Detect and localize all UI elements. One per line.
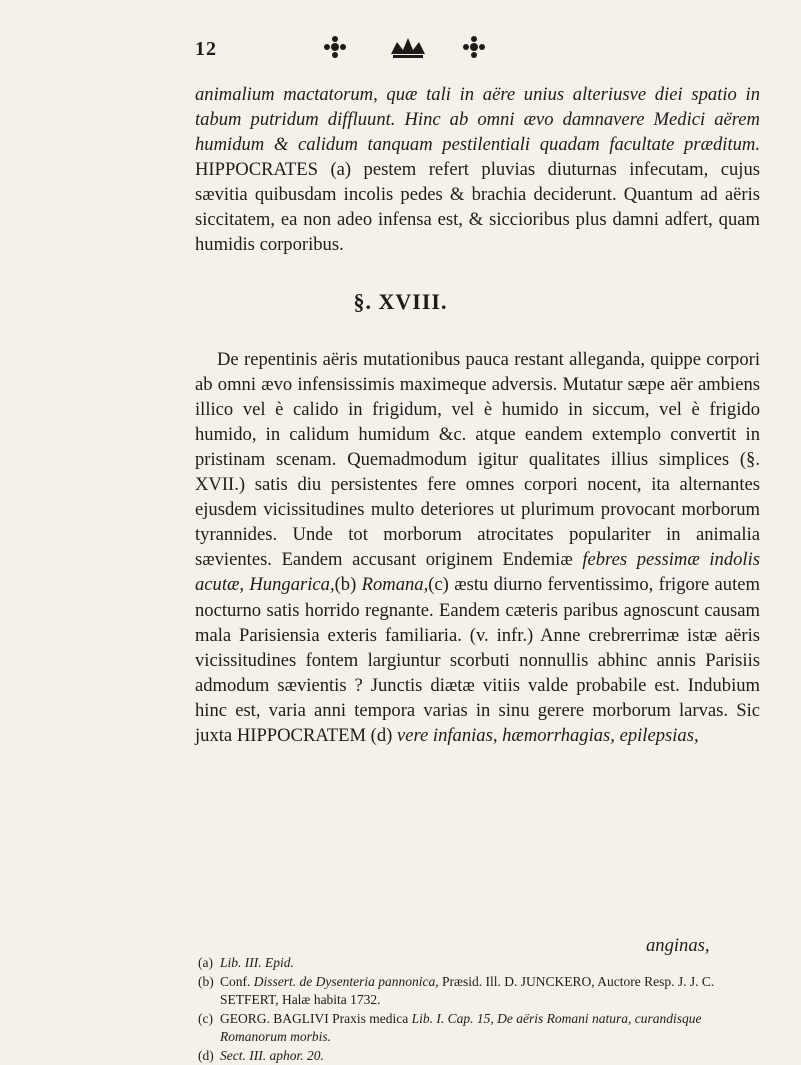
footnote-mark: (a)	[198, 954, 220, 973]
footnote-text: Conf.	[220, 974, 254, 989]
footnote-italic: Lib. III. Epid.	[220, 955, 294, 970]
footnote-text: GEORG. BAGLIVI Praxis medica	[220, 1011, 412, 1026]
footnote-mark: (b)	[198, 973, 220, 992]
paragraph-2-text-cont: æstu diurno ferventissimo, frigore autem nocturno satis horrido regnante. Eandem cæteris paribus agnoscunt causam mala Parisiensia exteris familiaria. (v. infr.) Anne crebrerrimæ istæ aëris vicissitudines fontem largiuntur scorbuti nonnullis abhinc annis Parisiis admodum sævientis ? Junctis diætæ vitiis valde probabile est. Indubium hinc est, varia anni tempora varias in sinu gerere morborum larvas. Sic juxta HIPPOCRATEM	[195, 574, 760, 746]
page-number: 12	[195, 38, 217, 61]
footnote	[198, 973, 758, 1010]
paragraph-2-italic-fevers: febres pessimæ indolis acutæ, Hungarica,	[195, 549, 760, 595]
fleuron-icon	[322, 36, 348, 58]
footnote-ref-c: (c)	[428, 574, 449, 595]
section-heading: §. XVIII.	[0, 289, 801, 315]
footnote	[198, 954, 758, 973]
paragraph-1-italic-text: animalium mactatorum, quæ tali in aëre unius alteriusve diei spatio in tabum putridum diffluunt. Hinc ab omni ævo damnavere Medici aërem humidum & calidum tanquam pestilentiali quadam facultate præditum.	[195, 84, 760, 155]
footnote-mark: (c)	[198, 1010, 220, 1029]
footnote-ref-d: (d)	[371, 725, 393, 746]
paragraph-2-italic-romana: Romana,	[356, 574, 428, 595]
footnote	[198, 1010, 758, 1047]
footnote-italic: Lib. I. Cap. 15, De aëris Romani natura, curandisque Romanorum morbis.	[220, 1011, 701, 1045]
footnote	[198, 1047, 758, 1065]
page-header	[195, 36, 755, 76]
paragraph-2	[195, 328, 760, 767]
paragraph-2-italic-diseases: vere infanias, hæmorrhagias, epilepsias,	[392, 725, 698, 746]
footnote-mark: (d)	[198, 1047, 220, 1065]
footnote-ref-b: (b)	[335, 574, 357, 595]
paragraph-1-text: pestem refert pluvias diuturnas infecutam, cujus sævitia quibusdam incolis pedes & brachia deciderunt. Quantum ad aëris siccitatem, ea non adeo infensa est, & siccioribus plus damni adfert, quam humidis corporibus.	[195, 159, 760, 255]
crown-ornament-icon	[387, 36, 429, 60]
paragraph-2-text: De repentinis aëris mutationibus pauca restant alleganda, quippe corpori ab omni ævo infensissimis maximeque adversis. Mutatur sæpe aër ambiens illico vel è calido in frigidum, vel è humido in siccum, vel è frigido humido, in calidum humidum &c. atque eandem extemplo convertit in pristinam scenam. Quemadmodum igitur qualitates illius simplices (§. XVII.) satis diu persistentes fere omnes corpori nocent, ita alternantes ejusdem vicissitudines multo deteriores ut plurimum provocant morborum tyrannides. Unde tot morborum atrocitates populariter in animalia sævientes. Eandem accusant originem Endemiæ	[195, 349, 760, 571]
footnote-text-cont: , Præsid. Ill. D. JUNCKERO, Auctore Resp. J. J. C. SETFERT, Halæ habita 1732.	[220, 974, 714, 1008]
footnote-italic: Sect. III. aphor. 20.	[220, 1048, 324, 1063]
footnotes	[198, 954, 758, 1065]
catchword: anginas,	[646, 935, 710, 957]
author-name: HIPPOCRATES	[195, 159, 330, 180]
footnote-ref-a: (a)	[330, 159, 351, 180]
paragraph-1	[195, 82, 760, 257]
footnote-italic: Dissert. de Dysenteria pannonica	[254, 974, 435, 989]
fleuron-icon	[461, 36, 487, 58]
